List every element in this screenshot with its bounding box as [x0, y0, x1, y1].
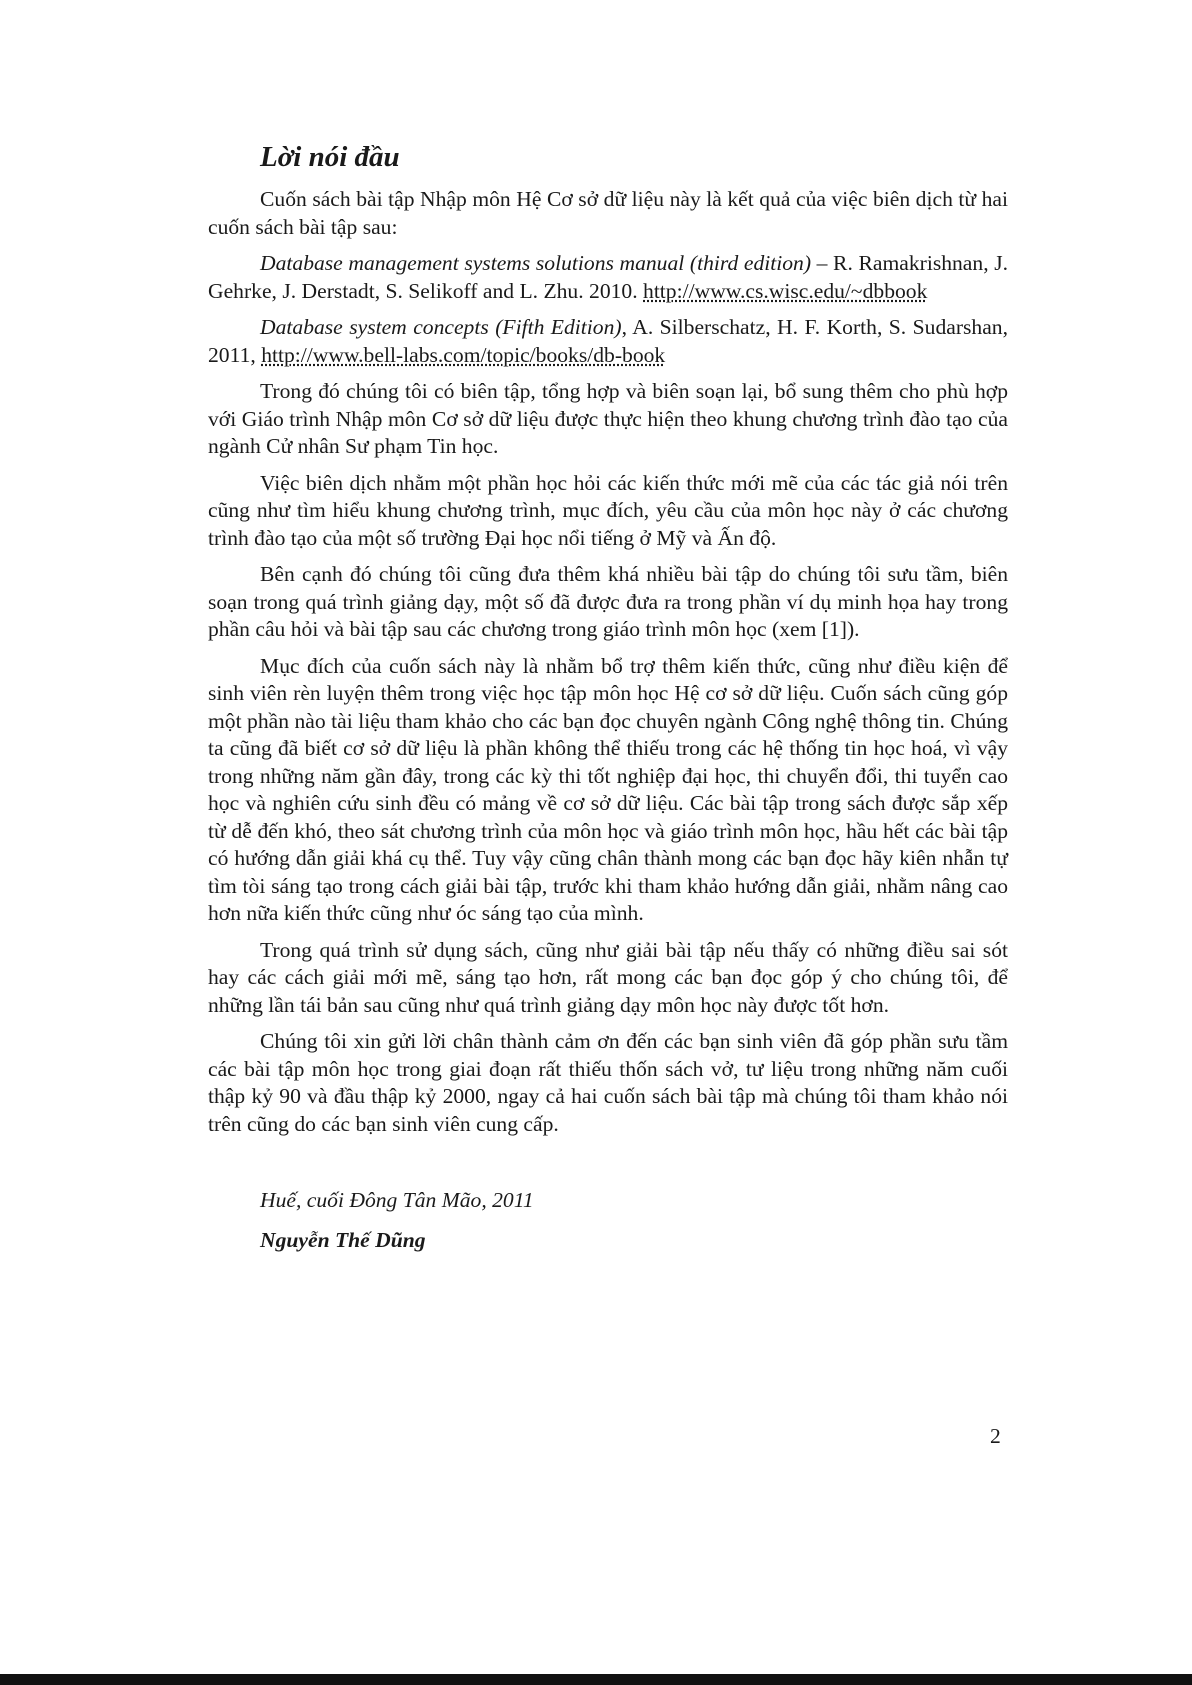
bottom-divider: [0, 1674, 1192, 1685]
reference-2-title: Database system concepts (Fifth Edition): [260, 315, 622, 339]
page-number: 2: [990, 1424, 1001, 1448]
signature-place-date: Huế, cuối Đông Tân Mão, 2011: [260, 1188, 534, 1212]
body-paragraph: Bên cạnh đó chúng tôi cũng đưa thêm khá nhiều bài tập do chúng tôi sưu tầm, biên soạn trong quá trình giảng dạy, một số đã được đưa ra trong phần ví dụ minh họa hay trong phần câu hỏi và bài tập sau các chương trong giáo trình môn học (xem [1]).: [208, 562, 1008, 641]
signature-block: [208, 1180, 1008, 1260]
body-paragraph: Chúng tôi xin gửi lời chân thành cảm ơn đến các bạn sinh viên đã góp phần sưu tầm các bài tập môn học trong giai đoạn rất thiếu thốn sách vở, tư liệu trong những năm cuối thập kỷ 90 và đầu thập kỷ 2000, ngay cả hai cuốn sách bài tập mà chúng tôi tham khảo nói trên cũng do các bạn sinh viên cung cấp.: [208, 1029, 1008, 1136]
reference-2-link[interactable]: http://www.bell-labs.com/topic/books/db-book: [261, 342, 666, 367]
reference-2: [208, 314, 1008, 369]
reference-1-authors: – R. Ramakrishnan, J. Gehrke, J. Derstadt, S. Selikoff and L. Zhu. 2010.: [208, 251, 1008, 303]
body-paragraph: Mục đích của cuốn sách này là nhằm bổ trợ thêm kiến thức, cũng như điều kiện để sinh viên rèn luyện thêm trong việc học tập môn học Hệ cơ sở dữ liệu. Cuốn sách cũng góp một phần nào tài liệu tham khảo cho các bạn đọc chuyên ngành Công nghệ thông tin. Chúng ta cũng đã biết cơ sở dữ liệu là phần không thể thiếu trong các hệ thống tin học hoá, vì vậy trong những năm gần đây, trong các kỳ thi tốt nghiệp đại học, thi chuyển đổi, thi tuyển cao học và nghiên cứu sinh đều có mảng về cơ sở dữ liệu. Các bài tập trong sách được sắp xếp từ dễ đến khó, theo sát chương trình của môn học và giáo trình môn học, hầu hết các bài tập có hướng dẫn giải khá cụ thể. Tuy vậy cũng chân thành mong các bạn đọc hãy kiên nhẫn tự tìm tòi sáng tạo trong cách giải bài tập, trước khi tham khảo hướng dẫn giải, nhằm nâng cao hơn nữa kiến thức cũng như óc sáng tạo của mình.: [208, 653, 1008, 925]
reference-2-authors: , A. Silberschatz, H. F. Korth, S. Sudarshan, 2011,: [208, 315, 1008, 367]
body-paragraph: Trong đó chúng tôi có biên tập, tổng hợp và biên soạn lại, bổ sung thêm cho phù hợp với Giáo trình Nhập môn Cơ sở dữ liệu được thực hiện theo khung chương trình đào tạo của ngành Cử nhân Sư phạm Tin học.: [208, 379, 1008, 458]
signature-author: Nguyễn Thế Dũng: [260, 1228, 426, 1252]
body-paragraph: Trong quá trình sử dụng sách, cũng như giải bài tập nếu thấy có những điều sai sót hay các cách giải mới mẽ, sáng tạo hơn, rất mong các bạn đọc góp ý cho chúng tôi, để những lần tái bản sau cũng như quá trình giảng dạy môn học này được tốt hơn.: [208, 937, 1008, 1017]
body-paragraph: Việc biên dịch nhằm một phần học hỏi các kiến thức mới mẽ của các tác giả nói trên cũng như tìm hiểu khung chương trình, mục đích, yêu cầu của môn học này ở các chương trình đào tạo của một số trường Đại học nổi tiếng ở Mỹ và Ấn độ.: [208, 470, 1008, 550]
page-content: [208, 138, 1008, 1260]
page-title: Lời nói đầu: [260, 141, 400, 173]
reference-1-title: Database management systems solutions manual (third edition): [260, 251, 812, 275]
reference-1-link[interactable]: http://www.cs.wisc.edu/~dbbook: [643, 278, 928, 303]
reference-1: [208, 250, 1008, 305]
intro-paragraph: Cuốn sách bài tập Nhập môn Hệ Cơ sở dữ liệu này là kết quả của việc biên dịch từ hai cuốn sách bài tập sau:: [208, 187, 1008, 239]
